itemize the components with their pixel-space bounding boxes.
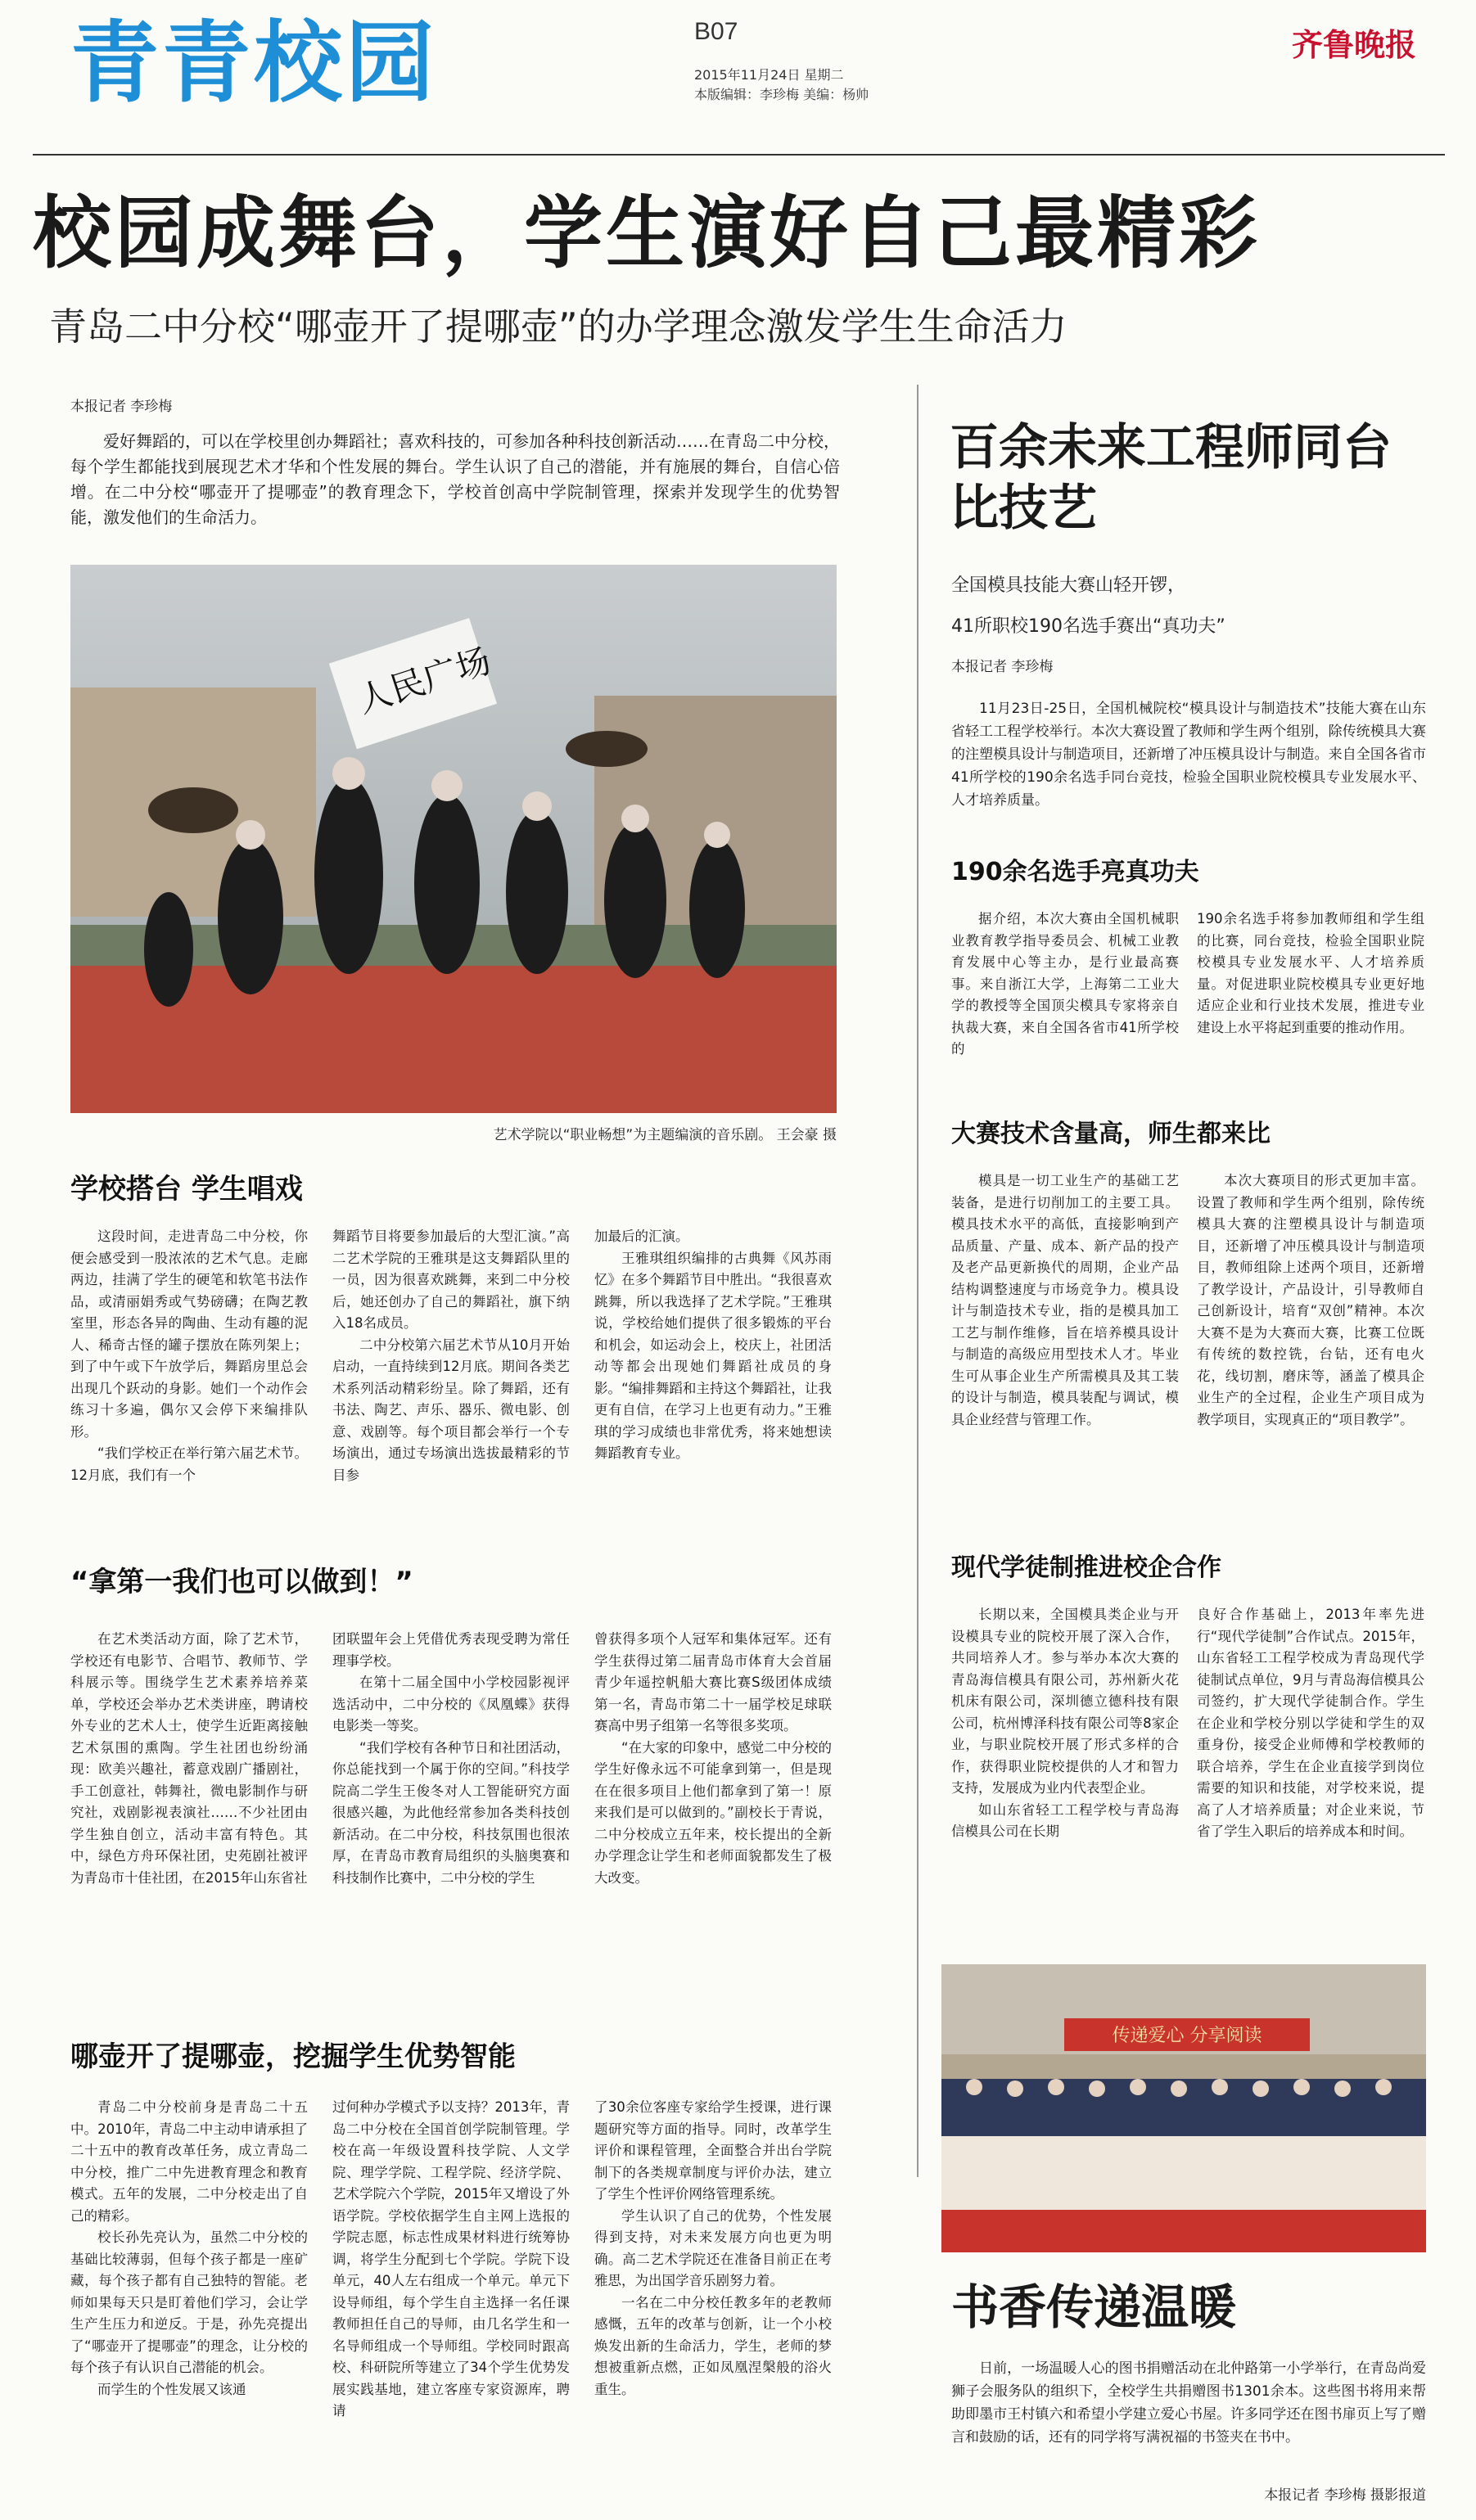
s1-column-3	[594, 1226, 832, 1465]
s2-paragraph: 在艺术类活动方面，除了艺术节，学校还有电影节、合唱节、教师节、学科展示等。围绕学生艺术素养培养菜单，学校还会举办艺术类讲座，聘请校外专业的艺术人士，使学生近距离接触艺术氛围的熏陶。学生社团也纷纷涌现：欧美兴趣社，蓄意戏剧广播剧社，手工创意社，韩舞社，微电影制作与研究社，戏剧影视表演社……不少社团由学生独自创立，活动丰富有特色。其中，绿色方舟环保社团，史苑剧社被评为青岛市十佳社团，在2015年山东省社	[70, 1631, 308, 1886]
sidebar-paragraph: 良好合作基础上，2013年率先进行“现代学徒制”合作试点。2015年，山东省轻工工程学校成为青岛现代学徒制试点单位，9月与青岛海信模具公司签约，扩大现代学徒制合作。学生在企业和学校分别以学徒和学生的双重身份，接受企业师傅和学校教师的联合培养，学生在企业直接学到岗位需要的知识和技能，对学校来说，提高了人才培养质量；对企业来说，节省了学生入职后的培养成本和时间。	[1197, 1607, 1424, 1839]
sidebar-heading-3: 现代学徒制推进校企合作	[951, 1553, 1221, 1582]
s1-paragraph: 舞蹈节目将要参加最后的大型汇演。”高二艺术学院的王雅琪是这支舞蹈队里的一员，因为很喜欢跳舞，来到二中分校后，她还创办了自己的舞蹈社，旗下纳入18名成员。	[332, 1228, 570, 1331]
s2-paragraph: 曾获得多项个人冠军和集体冠军。还有学生获得过第二届青岛市体育大会首届青少年遥控帆船大赛比赛S级团体成绩第一名，青岛市第二十一届学校足球联赛高中男子组第一名等很多奖项。	[594, 1631, 832, 1733]
sidebar-paragraph: 11月23日-25日，全国机械院校“模具设计与制造技术”技能大赛在山东省轻工工程学校举行。本次大赛设置了教师和学生两个组别，除传统模具大赛的注塑模具设计与制造项目，还新增了冲压模具设计与制造。来自全国各省市41所学校的190余名选手同台竞技，检验全国职业院校模具专业发展水平、人才培养质量。	[951, 701, 1426, 809]
section-title-1: 学校搭台 学生唱戏	[70, 1173, 303, 1206]
bottom-headline: 书香传递温暖	[951, 2279, 1237, 2335]
s1-paragraph: “我们学校正在举行第六届艺术节。12月底，我们有一个	[70, 1445, 308, 1483]
sidebar-h1-col2	[1197, 908, 1424, 1039]
art-performance-photo	[70, 565, 837, 1113]
sign-text: 人民广场	[352, 640, 496, 721]
lead-paragraph: 爱好舞蹈的，可以在学校里创办舞蹈社；喜欢科技的，可参加各种科技创新活动……在青岛二中分校，每个学生都能找到展现艺术才华和个性发展的舞台。学生认识了自己的潜能，并有施展的舞台，自信心倍增。在二中分校“哪壶开了提哪壶”的教育理念下，学校首创高中学院制管理，探索并发现学生的优势智能，激发他们的生命活力。	[70, 431, 840, 527]
main-headline: 校园成舞台，学生演好自己最精彩	[33, 187, 1261, 279]
s3-paragraph: 一名在二中分校任教多年的老教师感慨，五年的改革与创新，让一个小校焕发出新的生命活力，学生，老师的梦想被重新点燃，正如凤凰涅槃般的浴火重生。	[594, 2294, 832, 2397]
banner-text: 传递爱心 分享阅读	[1112, 2026, 1262, 2046]
book-donation-photo	[941, 1964, 1426, 2252]
bottom-paragraph: 日前，一场温暖人心的图书捐赠活动在北仲路第一小学举行，在青岛尚爱狮子会服务队的组织下，全校学生共捐赠图书1301余本。这些图书将用来帮助即墨市王村镇六和希望小学建立爱心书屋。许多同学还在图书扉页上写了赠言和鼓励的话，还有的同学将写满祝福的书签夹在书中。	[951, 2360, 1426, 2446]
s2-column-1	[70, 1629, 308, 1889]
s3-paragraph: 学生认识了自己的优势，个性发展得到支持，对未来发展方向也更为明确。高二艺术学院还在准备目前正在考雅思，为出国学音乐剧努力着。	[594, 2207, 832, 2288]
sidebar-paragraph: 如山东省轻工工程学校与青岛海信模具公司在长期	[951, 1801, 1179, 1839]
page-number: B07	[694, 18, 738, 45]
s3-paragraph: 校长孙先亮认为，虽然二中分校的基础比较薄弱，但每个孩子都是一座矿藏，每个孩子都有自己独特的智能。老师如果每天只是盯着他们学习，会让学生产生压力和逆反。于是，孙先亮提出了“哪壶开了提哪壶”的理念，让分校的每个孩子有认识自己潜能的机会。	[70, 2229, 308, 2375]
editors-line: 本版编辑：李珍梅 美编：杨帅	[694, 87, 869, 102]
column-divider	[917, 385, 919, 2177]
bottom-credit: 本报记者 李珍梅 摄影报道	[1264, 2487, 1426, 2504]
s3-paragraph: 青岛二中分校前身是青岛二十五中。2010年，青岛二中主动申请承担了二十五中的教育改革任务，成立青岛二中分校，推广二中先进教育理念和教育模式。五年的发展，二中分校走出了自己的精彩。	[70, 2099, 308, 2224]
sidebar-paragraph: 模具是一切工业生产的基础工艺装备，是进行切削加工的主要工具。模具技术水平的高低，直接影响到产品质量、产量、成本、新产品的投产及老产品更新换代的周期，企业产品结构调整速度与市场竞争力。模具设计与制造技术专业，指的是模具加工工艺与制作维修，旨在培养模具设计与制造的高级应用型技术人才。毕业生可从事企业生产所需模具及其工装的设计与制造，模具装配与调试，模具企业经营与管理工作。	[951, 1173, 1179, 1427]
sidebar-h3-col2	[1197, 1604, 1424, 1843]
sidebar-paragraph: 长期以来，全国模具类企业与开设模具专业的院校开展了深入合作，共同培养人才。参与举办本次大赛的青岛海信模具有限公司，苏州新火花机床有限公司，深圳德立德科技有限公司，杭州博泽科技有限公司等8家企业，与职业院校开展了形式多样的合作，获得职业院校提供的人才和智力支持，发展成为业内代表型企业。	[951, 1607, 1179, 1796]
masthead-rule	[33, 154, 1445, 156]
s2-paragraph: “在大家的印象中，感觉二中分校的学生好像永远不可能拿到第一，但是现在在很多项目上他们都拿到了第一！原来我们是可以做到的。”副校长于青说，二中分校成立五年来，校长提出的全新办学理念让学生和老师面貌都发生了极大改变。	[594, 1739, 832, 1886]
s2-paragraph: 团联盟年会上凭借优秀表现受聘为常任理事学校。	[332, 1631, 570, 1669]
sidebar-paragraph: 据介绍，本次大赛由全国机械职业教育教学指导委员会、机械工业教育发展中心等主办，是行业最高赛事。来自浙江大学，上海第二工业大学的教授等全国顶尖模具专家将亲自执裁大赛，来自全国各省市41所学校的	[951, 911, 1179, 1057]
s3-paragraph: 了30余位客座专家给学生授课，进行课题研究等方面的指导。同时，改革学生评价和课程管理，全面整合并出台学院制下的各类规章制度与评价办法，建立了学生个性评价网络管理系统。	[594, 2099, 832, 2202]
s1-paragraph: 这段时间，走进青岛二中分校，你便会感受到一股浓浓的艺术气息。走廊两边，挂满了学生的硬笔和软笔书法作品，或清丽娟秀或气势磅礴；在陶艺教室里，形态各异的陶曲、生动有趣的泥人、稀奇古怪的罐子摆放在陈列架上；到了中午或下午放学后，舞蹈房里总会出现几个跃动的身影。她们一个动作会练习十多遍，偶尔又会停下来编排队形。	[70, 1228, 308, 1440]
sidebar-heading-2: 大赛技术含量高，师生都来比	[951, 1120, 1271, 1148]
s3-paragraph: 过何种办学模式予以支持？2013年，青岛二中分校在全国首创学院制管理。学校在高一年级设置科技学院、人文学院、理学学院、工程学院、经济学院、艺术学院六个学院，2015年又增设了外语学院。学校依据学生自主网上选报的学院志愿，标志性成果材料进行统筹协调，将学生分配到七个学院。学院下设单元，40人左右组成一个单元。单元下设导师组，每个学生自主选择一名任课教师担任自己的导师，由几名学生和一名导师组成一个导师组。学校同时跟高校、科研院所等建立了34个学生优势发展实践基地，建立客座专家资源库，聘请	[332, 2099, 570, 2419]
issue-date: 2015年11月24日 星期二	[694, 67, 844, 83]
section-masthead: 青青校园	[70, 12, 438, 115]
sidebar-headline: 百余未来工程师同台比技艺	[950, 419, 1392, 537]
s2-paragraph: 在第十二届全国中小学校园影视评选活动中，二中分校的《凤凰蝶》获得电影类一等奖。	[332, 1675, 570, 1733]
sidebar-paragraph: 本次大赛项目的形式更加丰富。设置了教师和学生两个组别，除传统模具大赛的注塑模具设计与制造项目，还新增了冲压模具设计与制造项目，教师组除上述两个项目，还新增了教学设计，产品设计，引导教师自己创新设计，培育“双创”精神。本次大赛不是为大赛而大赛，比赛工位既有传统的数控铣，台钻，还有电火花，线切割，磨床等，涵盖了模具企业生产的全过程，企业生产项目成为教学项目，实现真正的“项目教学”。	[1197, 1173, 1424, 1427]
sidebar-byline: 本报记者 李珍梅	[951, 659, 1054, 675]
subheadline: 青岛二中分校“哪壶开了提哪壶”的办学理念激发学生生命活力	[49, 304, 1068, 349]
s3-column-2	[332, 2097, 570, 2423]
sidebar-deck-line1: 全国模具技能大赛山轻开锣，	[951, 575, 1186, 596]
s3-column-1	[70, 2097, 308, 2401]
sidebar-lead	[951, 697, 1426, 812]
sidebar-h1-col1	[951, 908, 1179, 1061]
s2-column-2	[332, 1629, 570, 1889]
s2-column-3	[594, 1629, 832, 1889]
section-title-2: “拿第一我们也可以做到！”	[70, 1566, 413, 1598]
sidebar-h3-col1	[951, 1604, 1179, 1843]
book-donation-illustration	[941, 1964, 1426, 2252]
sidebar-paragraph: 190余名选手将参加教师组和学生组的比赛，同台竞技，检验全国职业院校模具专业发展水平、人才培养质量。对促进职业院校模具专业更好地适应企业和行业技术发展，推进专业建设上水平将起到重要的推动作用。	[1197, 911, 1424, 1035]
performance-illustration	[70, 565, 837, 1113]
s3-paragraph: 而学生的个性发展又该通	[97, 2381, 246, 2397]
s1-paragraph: 王雅琪组织编排的古典舞《风苏雨忆》在多个舞蹈节目中胜出。“我很喜欢跳舞，所以我选择了艺术学院。”王雅琪说，学校给她们提供了很多锻炼的平台和机会，如运动会上，校庆上，社团活动等都会出现她们舞蹈社成员的身影。“编排舞蹈和主持这个舞蹈社，让我更有自信，在学习上也更有动力。”王雅琪的学习成绩也非常优秀，将来她想读舞蹈教育专业。	[594, 1250, 832, 1461]
section-title-3: 哪壶开了提哪壶，挖掘学生优势智能	[70, 2040, 516, 2073]
s1-column-1	[70, 1226, 308, 1486]
s1-paragraph: 二中分校第六届艺术节从10月开始启动，一直持续到12月底。期间各类艺术系列活动精彩纷呈。除了舞蹈，还有书法、陶艺、声乐、器乐、微电影、创意、戏剧等。每个项目都会举行一个专场演出，通过专场演出选拔最精彩的节目参	[332, 1337, 570, 1483]
s1-paragraph: 加最后的汇演。	[594, 1228, 689, 1244]
sidebar-h2-col1	[951, 1170, 1179, 1431]
bottom-text	[951, 2357, 1426, 2449]
sidebar-deck-line2: 41所职校190名选手赛出“真功夫”	[951, 616, 1225, 637]
s1-column-2	[332, 1226, 570, 1486]
sidebar-heading-1: 190余名选手亮真功夫	[951, 858, 1199, 886]
byline: 本报记者 李珍梅	[70, 399, 173, 415]
s2-paragraph: “我们学校有各种节日和社团活动，你总能找到一个属于你的空间。”科技学院高二学生王俊冬对人工智能研究方面很感兴趣，为此他经常参加各类科技创新活动。在二中分校，科技氛围也很浓厚，在青岛市教育局组织的头脑奥赛和科技制作比赛中，二中分校的学生	[332, 1739, 570, 1886]
photo-caption: 艺术学院以“职业畅想”为主题编演的音乐剧。 王会豪 摄	[493, 1127, 837, 1143]
newspaper-logo: 齐鲁晚报	[1292, 26, 1417, 63]
sidebar-h2-col2	[1197, 1170, 1424, 1431]
s3-column-3	[594, 2097, 832, 2401]
